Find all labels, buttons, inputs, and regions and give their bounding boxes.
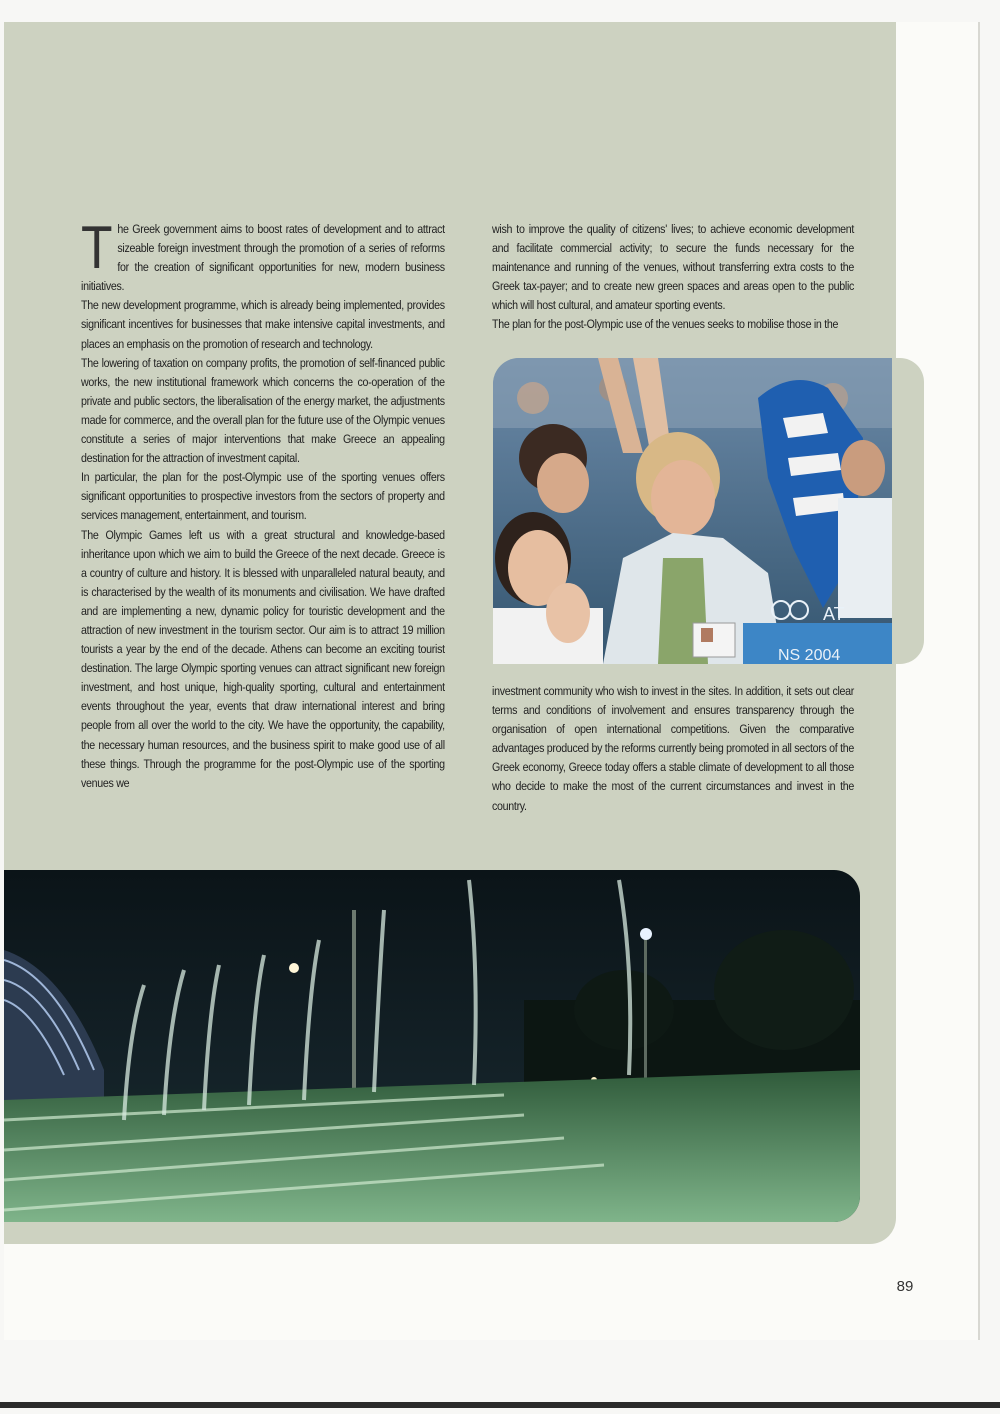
fountain-photo [4,870,860,1222]
banner-text-top: AT [823,604,845,624]
banner-text-bottom: NS 2004 [778,647,841,664]
crowd-photo-illustration [493,358,892,664]
bottom-rule [0,1402,1000,1408]
fountain-photo-illustration [4,870,860,1222]
page-number: 89 [896,1278,914,1295]
crowd-photo [493,358,892,664]
drop-cap: T [81,214,113,281]
paragraph-6: wish to improve the quality of citizens' lives; to achieve economic development and facilitate commercial activity; to secure the funds necessary for the maintenance and running of the venues, without transferring extra costs to the Greek tax-payer; and to create new green spaces and areas open to the public which will host cultural, and amateur sporting events. [492,222,855,313]
paragraph-5: The Olympic Games left us with a great structural and knowledge-based inheritance upon which we aim to build the Greece of the next decade. Greece is a country of culture and history. It is blessed with unparalleled natural beauty, and is characterised by the wealth of its monuments and civilisation. We have drafted and are implementing a new, dynamic policy for touristic development and the attraction of new investment in the tourism sector. Our aim is to attract 19 million tourists a year by the end of the decade. Athens can become an exciting tourist destination. The large Olympic sporting venues can attract significant new foreign investment, and host unique, high-quality sporting, cultural and entertainment events throughout the year, events that draw international interest and bring people from all over the world to the city. We have the opportunity, the capability, the necessary human resources, and the business spirit to make good use of all these things. Through the programme for the post-Olympic use of the sporting venues we [81,527,445,790]
paragraph-7: The plan for the post-Olympic use of the venues seeks to mobilise those in the [492,317,839,332]
photo-tab [892,358,924,664]
paragraph-4: In particular, the plan for the post-Olympic use of the sporting venues offers significant opportunities to prospective investors from the sectors of property and services management, entertainment, and tourism. [81,470,445,523]
left-text-column [81,214,445,793]
paragraph-2: The new development programme, which is already being implemented, provides significant incentives for businesses that make intensive capital investments, and places an emphasis on the promotion of research and technology. [81,298,445,351]
paragraph-1-text: he Greek government aims to boost rates of development and to attract sizeable foreign investment through the promotion of a series of reforms for the creation of significant opportunities for new, modern business initiatives. [81,222,445,294]
paragraph-3: The lowering of taxation on company profits, the promotion of self-financed public works, the new institutional framework which concerns the co-operation of the private and public sectors, the liberalisation of the energy market, the adjustments made for commerce, and the overall plan for the future use of the Olympic venues constitute a series of major interventions that make Greece an appealing destination for the attraction of investment capital. [81,355,445,466]
right-bottom-text-column [492,682,854,816]
right-top-text-column [492,220,854,335]
paragraph-8: investment community who wish to invest in the sites. In addition, it sets out clear terms and conditions of involvement and ensures transparency through the organisation of open international competitions. Given the comparative advantages produced by the reforms currently being promoted in all sectors of the Greek economy, Greece today offers a stable climate of development to all those who decide to make the most of the current circumstances and invest in the country. [492,684,855,813]
paragraph-1 [81,214,445,296]
